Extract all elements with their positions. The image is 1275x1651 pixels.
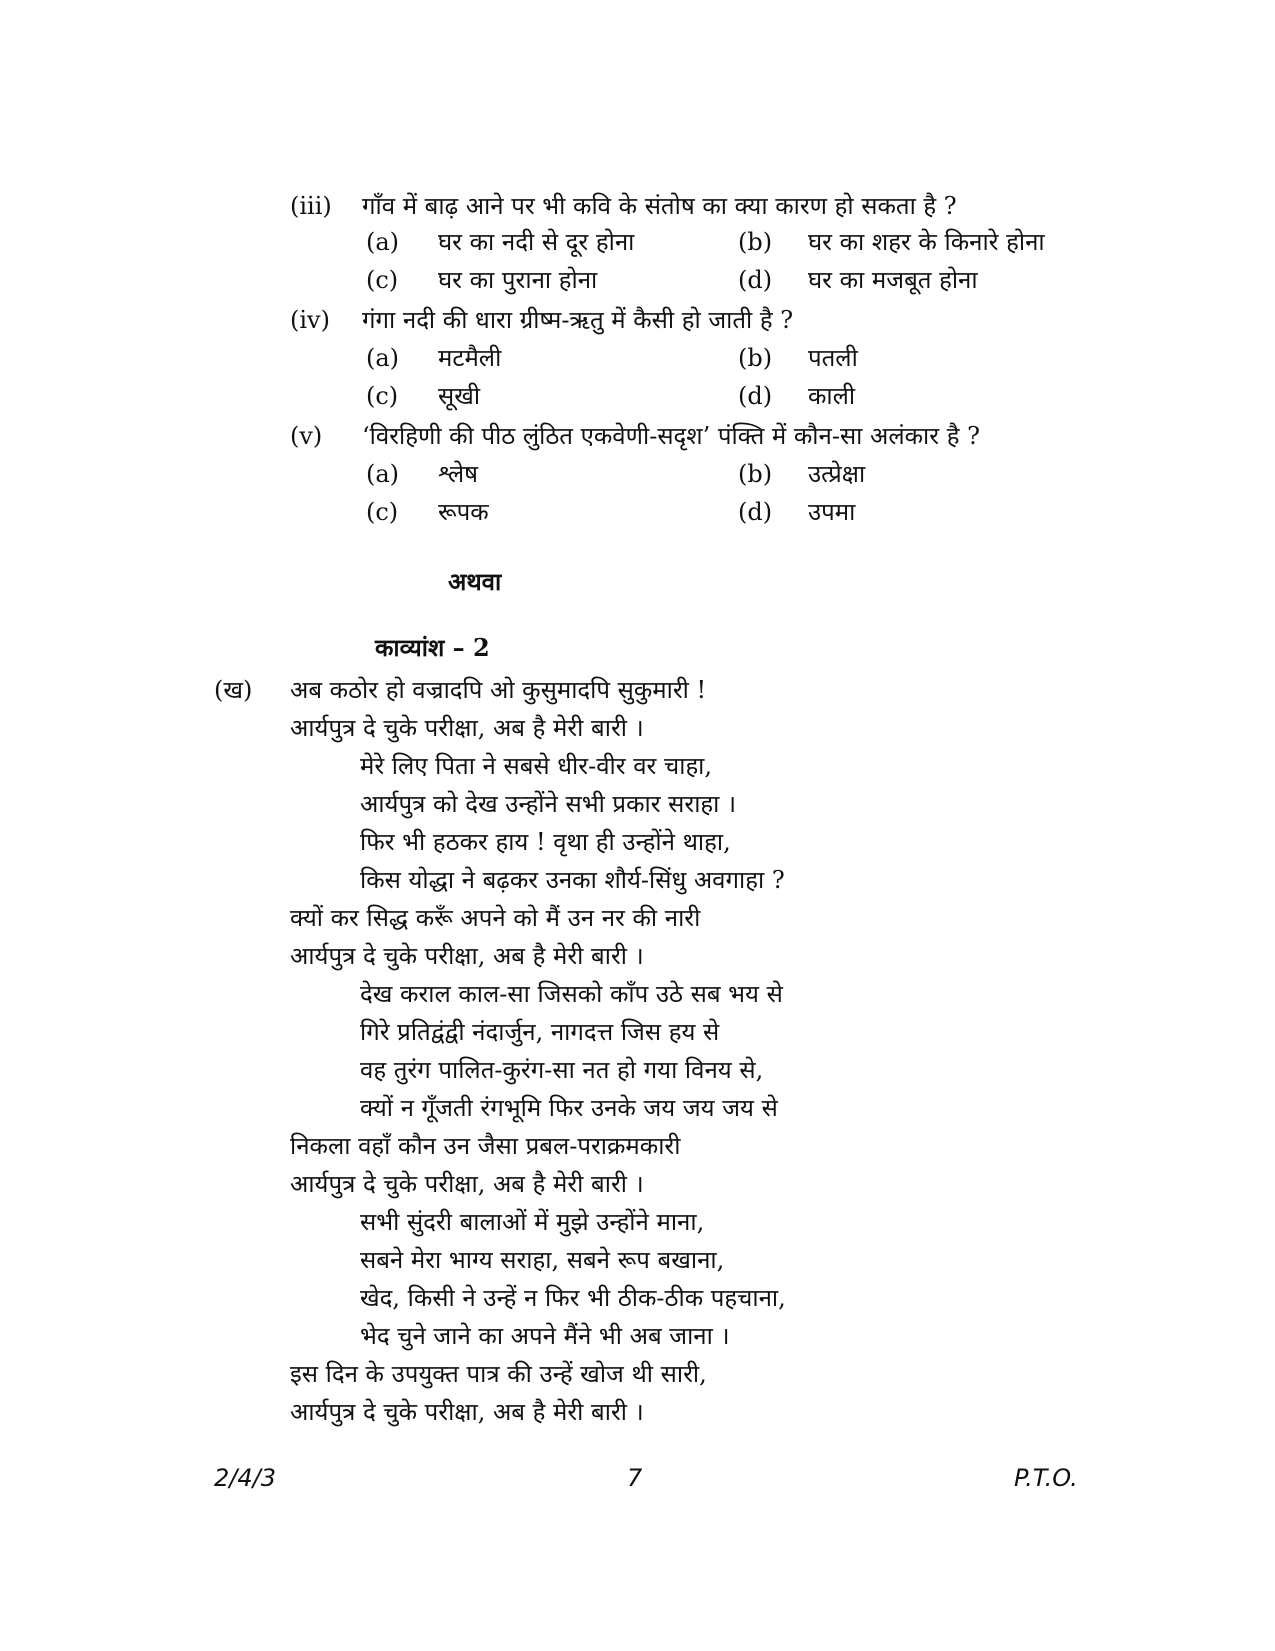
option-label: (c): [366, 266, 399, 294]
poem-line: किस योद्धा ने बढ़कर उनका शौर्य-सिंधु अवगाहा ?: [360, 866, 785, 894]
option-label: (b): [738, 228, 773, 256]
page-number: 7: [627, 1464, 643, 1492]
paper-code: 2/4/3: [214, 1464, 276, 1492]
option-text: उपमा: [808, 498, 856, 526]
poem-line: मेरे लिए पिता ने सबसे धीर-वीर वर चाहा,: [360, 752, 713, 780]
option-text: घर का नदी से दूर होना: [438, 228, 635, 256]
poem-line: फिर भी हठकर हाय ! वृथा ही उन्होंने थाहा,: [360, 828, 731, 856]
poem-line: सबने मेरा भाग्य सराहा, सबने रूप बखाना,: [360, 1246, 725, 1274]
option-label: (c): [366, 382, 399, 410]
option-text: श्लेष: [438, 460, 479, 488]
option-text: घर का शहर के किनारे होना: [808, 228, 1045, 256]
poem-line: खेद, किसी ने उन्हें न फिर भी ठीक-ठीक पहचाना,: [360, 1284, 786, 1312]
or-label: अथवा: [448, 567, 502, 596]
poem-line: निकला वहाँ कौन उन जैसा प्रबल-पराक्रमकारी: [290, 1132, 681, 1160]
pto-label: P.T.O.: [1014, 1464, 1078, 1492]
option-text: उत्प्रेक्षा: [808, 460, 866, 488]
question-text: गाँव में बाढ़ आने पर भी कवि के संतोष का क्या कारण हो सकता है ?: [362, 192, 957, 220]
option-label: (a): [366, 460, 400, 488]
poem-line: क्यों न गूँजती रंगभूमि फिर उनके जय जय जय से: [360, 1094, 778, 1122]
option-text: पतली: [808, 344, 858, 372]
section-title: काव्यांश – 2: [375, 633, 490, 662]
poem-line: देख कराल काल-सा जिसको काँप उठे सब भय से: [360, 980, 783, 1008]
option-label: (b): [738, 460, 773, 488]
option-text: मटमैली: [438, 344, 502, 372]
option-text: सूखी: [438, 382, 481, 410]
poem-line: गिरे प्रतिद्वंद्वी नंदार्जुन, नागदत्त जिस हय से: [360, 1018, 720, 1046]
question-number: (v): [290, 422, 323, 450]
option-text: काली: [808, 382, 856, 410]
option-text: रूपक: [438, 498, 489, 526]
poem-line: सभी सुंदरी बालाओं में मुझे उन्होंने माना,: [360, 1208, 705, 1236]
passage-label: (ख): [214, 676, 253, 704]
option-label: (c): [366, 498, 399, 526]
poem-line: आर्यपुत्र को देख उन्होंने सभी प्रकार सराहा ।: [360, 790, 737, 818]
poem-line: क्यों कर सिद्ध करूँ अपने को मैं उन नर की नारी: [290, 904, 701, 932]
question-text: ‘विरहिणी की पीठ लुंठित एकवेणी-सदृश’ पंक्ति में कौन-सा अलंकार है ?: [362, 422, 980, 450]
option-label: (a): [366, 344, 400, 372]
option-label: (d): [738, 266, 773, 294]
poem-line: भेद चुने जाने का अपने मैंने भी अब जाना ।: [360, 1322, 730, 1350]
option-label: (d): [738, 498, 773, 526]
poem-line: आर्यपुत्र दे चुके परीक्षा, अब है मेरी बारी ।: [290, 942, 644, 970]
poem-line: अब कठोर हो वज्रादपि ओ कुसुमादपि सुकुमारी !: [290, 676, 707, 704]
poem-line: आर्यपुत्र दे चुके परीक्षा, अब है मेरी बारी ।: [290, 1398, 644, 1426]
poem-line: इस दिन के उपयुक्त पात्र की उन्हें खोज थी सारी,: [290, 1360, 707, 1388]
question-number: (iv): [290, 306, 330, 334]
poem-line: आर्यपुत्र दे चुके परीक्षा, अब है मेरी बारी ।: [290, 1170, 644, 1198]
poem-line: आर्यपुत्र दे चुके परीक्षा, अब है मेरी बारी ।: [290, 714, 644, 742]
question-number: (iii): [290, 192, 332, 220]
option-label: (b): [738, 344, 773, 372]
option-text: घर का पुराना होना: [438, 266, 598, 294]
question-text: गंगा नदी की धारा ग्रीष्म-ऋतु में कैसी हो जाती है ?: [362, 306, 794, 334]
option-label: (d): [738, 382, 773, 410]
option-label: (a): [366, 228, 400, 256]
poem-line: वह तुरंग पालित-कुरंग-सा नत हो गया विनय से,: [360, 1056, 764, 1084]
option-text: घर का मजबूत होना: [808, 266, 978, 294]
